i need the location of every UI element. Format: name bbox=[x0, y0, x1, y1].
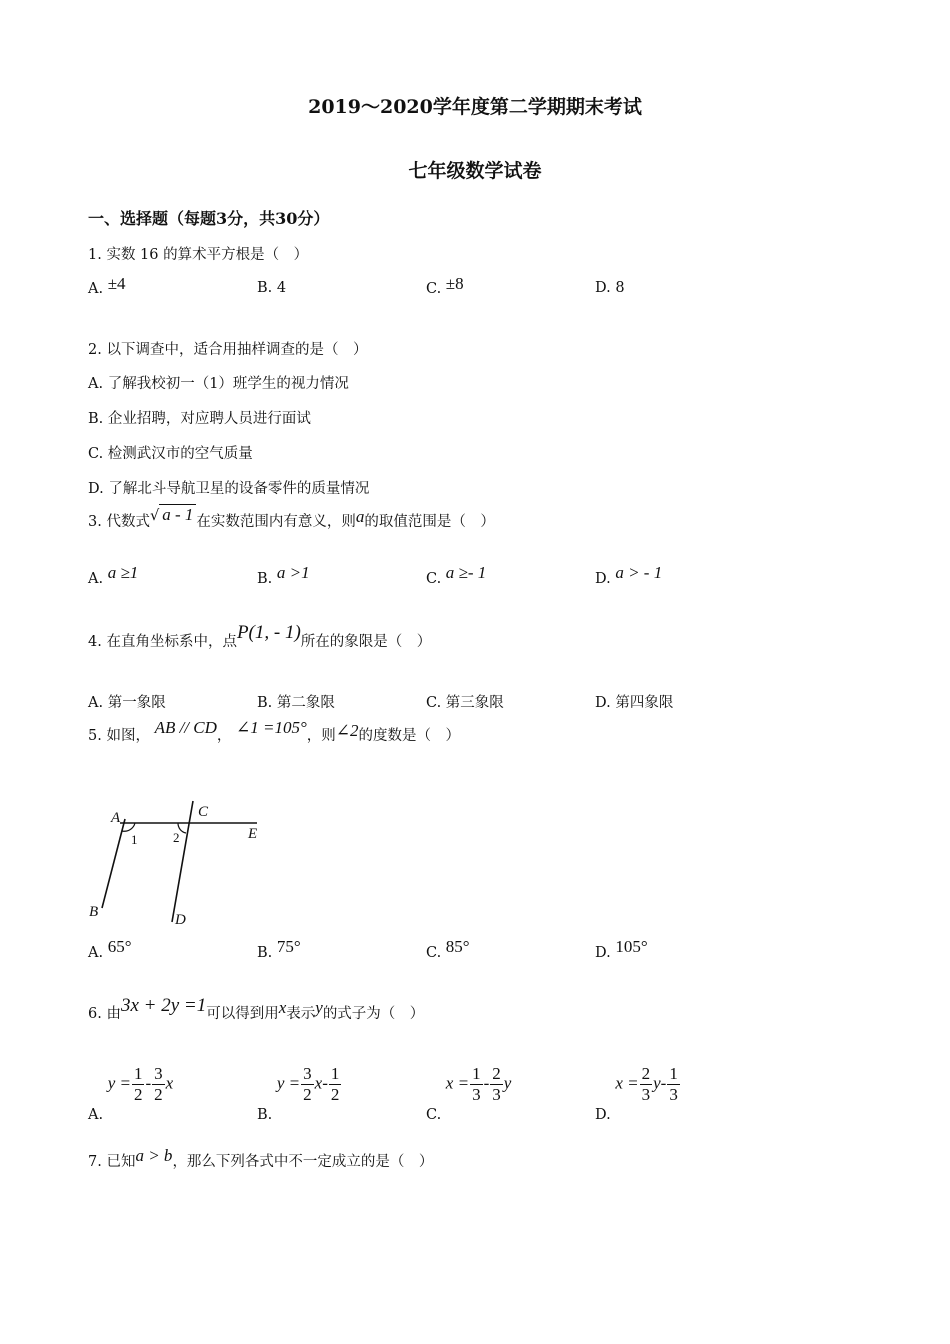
q3-option-a: A. a ≥1 bbox=[88, 563, 139, 587]
q3-option-d: D. a > - 1 bbox=[595, 563, 663, 587]
label-b: B bbox=[89, 904, 99, 920]
question-1-stem: 1. 实数 16 的算术平方根是（ ） bbox=[88, 247, 309, 263]
exam-subtitle: 七年级数学试卷 bbox=[408, 160, 542, 182]
q3-option-c: C. a ≥- 1 bbox=[426, 563, 487, 587]
q6-option-c: C. x = $\frac{1}{3}$ - $\frac{2}{3}$ y bbox=[426, 1064, 512, 1123]
label-d: D bbox=[175, 912, 186, 928]
q1-option-a: A. ±4 bbox=[88, 274, 126, 297]
label-a: A bbox=[111, 810, 121, 826]
label-c: C bbox=[198, 804, 209, 820]
q4-option-c: C. 第三象限 bbox=[426, 695, 504, 711]
q5-option-d: D. 105° bbox=[595, 937, 648, 961]
q6-option-d: D. x = $\frac{2}{3}$ y- $\frac{1}{3}$ bbox=[595, 1064, 678, 1123]
q2-option-b: B. 企业招聘，对应聘人员进行面试 bbox=[88, 411, 311, 427]
question-5-stem: 5. 如图， AB // CD， ∠1 =105°，则∠2的度数是（ ） bbox=[88, 718, 461, 744]
q1-option-b: B. 4 bbox=[257, 280, 287, 296]
q2-option-a: A. 了解我校初一（1）班学生的视力情况 bbox=[88, 376, 349, 392]
q2-option-c: C. 检测武汉市的空气质量 bbox=[88, 446, 253, 462]
label-e: E bbox=[248, 826, 258, 842]
q6-option-a: A. y = $\frac{1}{2}$ - $\frac{3}{2}$ x bbox=[88, 1064, 174, 1123]
q2-option-d: D. 了解北斗导航卫星的设备零件的质量情况 bbox=[88, 481, 370, 497]
q1-option-d: D. 8 bbox=[595, 280, 625, 296]
exam-title: 2019～2020学年度第二学期期末考试 bbox=[308, 96, 642, 118]
question-2-stem: 2. 以下调查中，适合用抽样调查的是（ ） bbox=[88, 342, 368, 358]
label-angle-2: 2 bbox=[173, 830, 180, 845]
q4-option-d: D. 第四象限 bbox=[595, 695, 674, 711]
question-4-stem: 4. 在直角坐标系中，点P(1, - 1)所在的象限是（ ） bbox=[88, 622, 432, 650]
q1-option-c: C. ±8 bbox=[426, 274, 464, 297]
q4-option-a: A. 第一象限 bbox=[88, 695, 166, 711]
question-7-stem: 7. 已知a > b，那么下列各式中不一定成立的是（ ） bbox=[88, 1146, 434, 1170]
question-3-stem: 3. 代数式√ a - 1 在实数范围内有意义，则a的取值范围是（ ） bbox=[88, 505, 495, 530]
question-6-stem: 6. 由3x + 2y =1可以得到用x表示y的式子为（ ） bbox=[88, 995, 425, 1022]
q4-option-b: B. 第二象限 bbox=[257, 695, 335, 711]
label-angle-1: 1 bbox=[131, 832, 138, 847]
q5-option-a: A. 65° bbox=[88, 937, 132, 961]
q6-option-b: B. y = $\frac{3}{2}$ x- $\frac{1}{2}$ bbox=[257, 1064, 340, 1123]
q5-option-b: B. 75° bbox=[257, 937, 301, 961]
line-cd bbox=[172, 801, 193, 922]
section-heading: 一、选择题（每题3分，共30分） bbox=[88, 209, 330, 228]
parallel-lines-figure bbox=[85, 795, 275, 935]
q3-option-b: B. a >1 bbox=[257, 563, 310, 587]
q5-option-c: C. 85° bbox=[426, 937, 470, 961]
line-ab bbox=[102, 819, 125, 908]
